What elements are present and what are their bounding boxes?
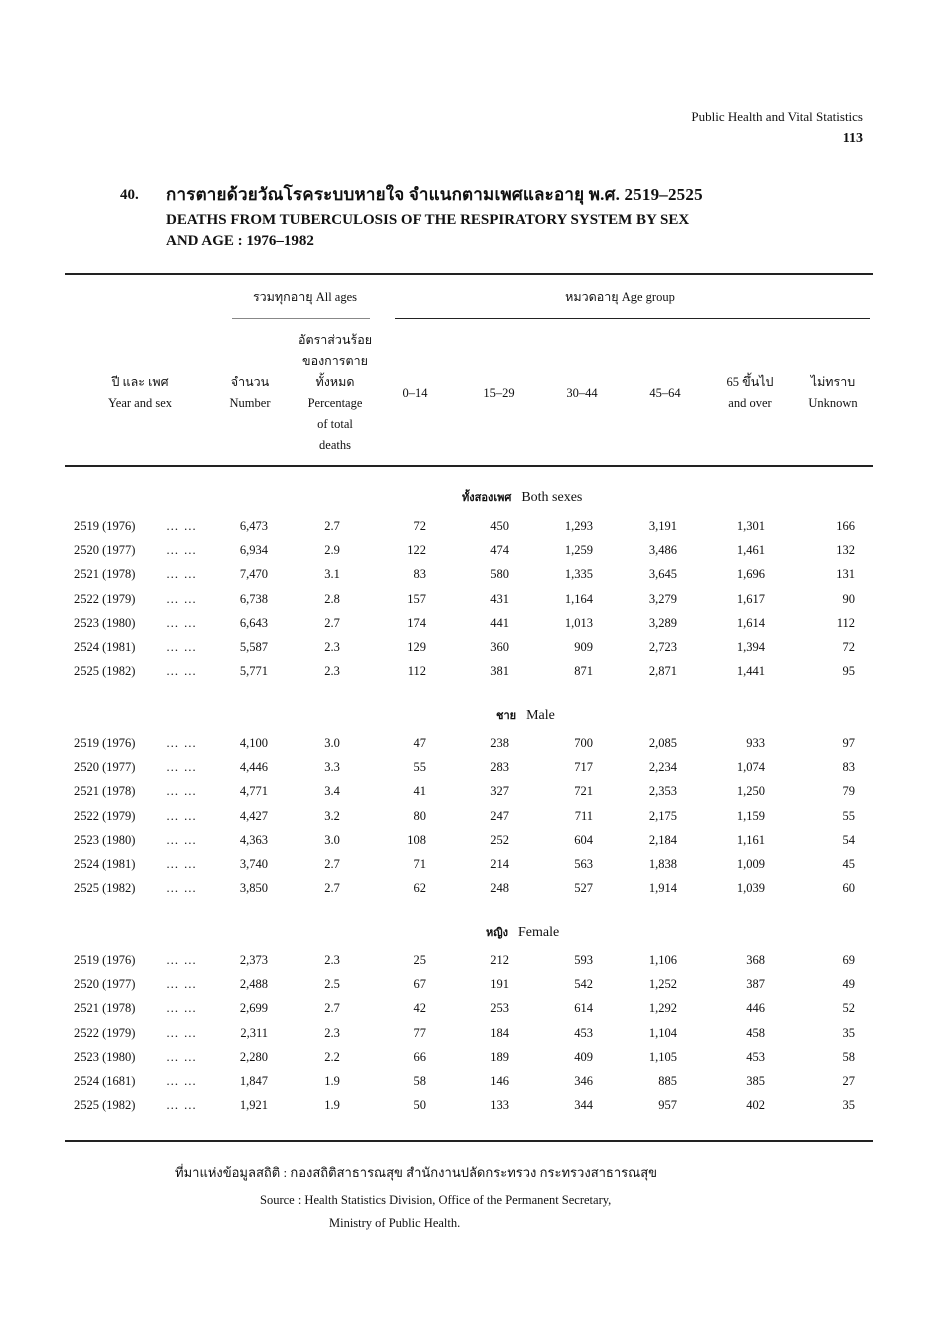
number-cell: 4,446: [239, 760, 268, 775]
leader-dots: … …: [166, 832, 198, 847]
age-65-over-cell: 368: [746, 953, 765, 967]
age-30-44-cell: 711: [574, 808, 593, 823]
age-45-64-cell: 3,191: [648, 519, 677, 533]
col-header-percentage-line1: อัตราส่วนร้อย: [297, 333, 373, 347]
age-45-64-cell: 1,292: [648, 1001, 677, 1016]
unknown-cell: 58: [842, 1049, 855, 1064]
year-cell: 2524 (1981): [74, 640, 136, 654]
age-0-14-cell: 112: [407, 664, 426, 679]
age-30-44-cell: 346: [574, 1074, 593, 1088]
table-row: [0, 833, 941, 853]
group-underline-age-group: [395, 318, 870, 319]
age-65-over-cell: 1,614: [736, 615, 765, 630]
number-cell: 4,100: [239, 736, 268, 750]
title-english-line1: DEATHS FROM TUBERCULOSIS OF THE RESPIRATORY SYSTEM BY SEX: [166, 212, 690, 228]
age-15-29-cell: 450: [490, 519, 509, 533]
unknown-cell: 35: [842, 1098, 855, 1113]
age-30-44-cell: 1,013: [564, 615, 593, 630]
number-cell: 2,699: [239, 1001, 268, 1016]
age-0-14-cell: 157: [407, 591, 426, 606]
section-title-english: Both sexes: [521, 490, 583, 505]
number-cell: 6,473: [239, 519, 268, 533]
section-title-female: [486, 923, 559, 941]
unknown-cell: 49: [842, 977, 855, 992]
table-row: [0, 1050, 941, 1070]
number-cell: 4,427: [239, 808, 268, 823]
age-65-over-cell: 1,074: [736, 760, 765, 775]
number-cell: 1,921: [239, 1098, 268, 1113]
leader-dots: … …: [166, 591, 198, 606]
title-english-line2: AND AGE : 1976–1982: [166, 233, 314, 249]
age-45-64-cell: 2,723: [648, 640, 677, 654]
age-0-14-cell: 80: [413, 808, 426, 823]
unknown-cell: 112: [836, 615, 855, 630]
year-cell: 2519 (1976): [74, 519, 136, 533]
age-30-44-cell: 721: [574, 784, 593, 799]
col-header-percentage-line3: ทั้งหมด: [315, 375, 355, 389]
unknown-cell: 35: [842, 1025, 855, 1040]
age-30-44-cell: 1,293: [564, 519, 593, 533]
leader-dots: … …: [166, 615, 198, 630]
table-row: [0, 784, 941, 804]
age-15-29-cell: 360: [490, 640, 509, 654]
leader-dots: … …: [166, 1074, 198, 1088]
age-65-over-cell: 385: [746, 1074, 765, 1088]
col-header-percentage: [285, 330, 385, 456]
year-cell: 2522 (1979): [74, 591, 136, 606]
age-45-64-cell: 1,105: [648, 1049, 677, 1064]
col-header-unknown-en: Unknown: [808, 396, 858, 410]
age-45-64-cell: 2,184: [648, 832, 677, 847]
table-row: [0, 592, 941, 612]
table-row: [0, 519, 941, 539]
age-65-over-cell: 1,617: [736, 591, 765, 606]
age-65-over-cell: 453: [746, 1049, 765, 1064]
percentage-cell: 2.7: [324, 519, 340, 533]
age-65-over-cell: 1,441: [736, 664, 765, 679]
table-row: [0, 1074, 941, 1094]
col-header-percentage-line4: Percentage: [307, 396, 363, 410]
age-15-29-cell: 191: [490, 977, 509, 992]
col-header-age-45-64: 45–64: [649, 386, 681, 400]
age-45-64-cell: 2,353: [648, 784, 677, 799]
percentage-cell: 1.9: [324, 1074, 340, 1088]
age-30-44-cell: 1,164: [564, 591, 593, 606]
percentage-cell: 2.7: [324, 615, 340, 630]
percentage-cell: 2.7: [324, 857, 340, 871]
year-cell: 2522 (1979): [74, 1025, 136, 1040]
section-title-thai: ทั้งสองเพศ: [462, 492, 512, 504]
percentage-cell: 3.1: [324, 567, 340, 582]
year-cell: 2519 (1976): [74, 953, 136, 967]
leader-dots: … …: [166, 881, 198, 896]
percentage-cell: 1.9: [324, 1098, 340, 1113]
age-65-over-cell: 446: [746, 1001, 765, 1016]
col-header-number: [212, 372, 288, 414]
leader-dots: … …: [166, 1025, 198, 1040]
age-0-14-cell: 72: [413, 519, 426, 533]
col-header-percentage-line6: deaths: [319, 438, 351, 452]
unknown-cell: 27: [842, 1074, 855, 1088]
leader-dots: … …: [166, 1098, 198, 1113]
age-15-29-cell: 214: [490, 857, 509, 871]
age-15-29-cell: 474: [490, 543, 509, 558]
table-row: [0, 760, 941, 780]
col-header-percentage-line2: ของการตาย: [302, 354, 368, 368]
age-15-29-cell: 381: [490, 664, 509, 679]
table-row: [0, 953, 941, 973]
age-45-64-cell: 1,914: [648, 881, 677, 896]
unknown-cell: 83: [842, 760, 855, 775]
title-thai: การตายด้วยวัณโรคระบบหายใจ จำแนกตามเพศและอายุ พ.ศ. 2519–2525: [166, 185, 703, 204]
age-45-64-cell: 1,252: [648, 977, 677, 992]
unknown-cell: 79: [842, 784, 855, 799]
age-45-64-cell: 2,871: [648, 664, 677, 679]
age-65-over-cell: 1,039: [736, 881, 765, 896]
year-cell: 2520 (1977): [74, 543, 136, 558]
age-30-44-cell: 453: [574, 1025, 593, 1040]
table-row: [0, 664, 941, 684]
age-65-over-cell: 1,159: [736, 808, 765, 823]
percentage-cell: 2.9: [324, 543, 340, 558]
source-thai: ที่มาแห่งข้อมูลสถิติ : กองสถิติสาธารณสุข สำนักงานปลัดกระทรวง กระทรวงสาธารณสุข: [175, 1165, 658, 1180]
age-0-14-cell: 83: [413, 567, 426, 582]
table-top-rule: [65, 273, 873, 275]
age-30-44-cell: 1,335: [564, 567, 593, 582]
number-cell: 3,740: [239, 857, 268, 871]
year-cell: 2521 (1978): [74, 784, 136, 799]
col-header-year-sex: [70, 372, 210, 414]
age-30-44-cell: 563: [574, 857, 593, 871]
percentage-cell: 2.3: [324, 664, 340, 679]
age-15-29-cell: 441: [490, 615, 509, 630]
col-header-year-sex-en: Year and sex: [108, 396, 172, 410]
age-0-14-cell: 25: [413, 953, 426, 967]
year-cell: 2523 (1980): [74, 615, 136, 630]
age-65-over-cell: 1,250: [736, 784, 765, 799]
year-cell: 2520 (1977): [74, 760, 136, 775]
age-30-44-cell: 604: [574, 832, 593, 847]
year-cell: 2524 (1681): [74, 1074, 136, 1088]
age-65-over-cell: 1,009: [736, 857, 765, 871]
age-45-64-cell: 3,289: [648, 615, 677, 630]
age-65-over-cell: 933: [746, 736, 765, 750]
table-row: [0, 736, 941, 756]
age-15-29-cell: 238: [490, 736, 509, 750]
number-cell: 6,934: [239, 543, 268, 558]
table-row: [0, 1026, 941, 1046]
age-15-29-cell: 253: [490, 1001, 509, 1016]
age-15-29-cell: 212: [490, 953, 509, 967]
age-30-44-cell: 871: [574, 664, 593, 679]
section-title-thai: หญิง: [486, 927, 508, 939]
unknown-cell: 69: [842, 953, 855, 967]
leader-dots: … …: [166, 640, 198, 654]
number-cell: 6,643: [239, 615, 268, 630]
percentage-cell: 2.5: [324, 977, 340, 992]
age-30-44-cell: 409: [574, 1049, 593, 1064]
age-65-over-cell: 1,696: [736, 567, 765, 582]
running-header: Public Health and Vital Statistics: [691, 109, 863, 124]
unknown-cell: 54: [842, 832, 855, 847]
year-cell: 2523 (1980): [74, 1049, 136, 1064]
unknown-cell: 132: [836, 543, 855, 558]
number-cell: 2,488: [239, 977, 268, 992]
unknown-cell: 97: [842, 736, 855, 750]
age-15-29-cell: 146: [490, 1074, 509, 1088]
unknown-cell: 72: [842, 640, 855, 654]
age-15-29-cell: 133: [490, 1098, 509, 1113]
age-15-29-cell: 283: [490, 760, 509, 775]
age-15-29-cell: 431: [490, 591, 509, 606]
col-header-unknown: [795, 372, 871, 414]
percentage-cell: 2.7: [324, 1001, 340, 1016]
leader-dots: … …: [166, 808, 198, 823]
page-number: 113: [842, 131, 863, 146]
col-header-unknown-thai: ไม่ทราบ: [810, 375, 856, 389]
table-row: [0, 1098, 941, 1118]
table-row: [0, 857, 941, 877]
table-row: [0, 567, 941, 587]
year-cell: 2523 (1980): [74, 832, 136, 847]
age-0-14-cell: 129: [407, 640, 426, 654]
table-row: [0, 977, 941, 997]
percentage-cell: 3.0: [324, 832, 340, 847]
number-cell: 4,771: [239, 784, 268, 799]
age-15-29-cell: 327: [490, 784, 509, 799]
unknown-cell: 60: [842, 881, 855, 896]
percentage-cell: 3.2: [324, 808, 340, 823]
year-cell: 2521 (1978): [74, 567, 136, 582]
year-cell: 2520 (1977): [74, 977, 136, 992]
table-row: [0, 640, 941, 660]
number-cell: 4,363: [239, 832, 268, 847]
age-45-64-cell: 885: [658, 1074, 677, 1088]
age-65-over-cell: 1,394: [736, 640, 765, 654]
year-cell: 2525 (1982): [74, 664, 136, 679]
source-english-line2: Ministry of Public Health.: [329, 1216, 461, 1230]
percentage-cell: 2.3: [324, 640, 340, 654]
age-0-14-cell: 47: [413, 736, 426, 750]
age-15-29-cell: 184: [490, 1025, 509, 1040]
age-30-44-cell: 909: [574, 640, 593, 654]
age-30-44-cell: 1,259: [564, 543, 593, 558]
unknown-cell: 131: [836, 567, 855, 582]
leader-dots: … …: [166, 519, 198, 533]
group-header-all-ages: รวมทุกอายุ All ages: [252, 290, 358, 304]
age-0-14-cell: 108: [407, 832, 426, 847]
age-65-over-cell: 1,461: [736, 543, 765, 558]
col-header-age-0-14: 0–14: [402, 386, 428, 400]
number-cell: 1,847: [239, 1074, 268, 1088]
percentage-cell: 2.8: [324, 591, 340, 606]
year-cell: 2522 (1979): [74, 808, 136, 823]
leader-dots: … …: [166, 1001, 198, 1016]
col-header-age-30-44: 30–44: [566, 386, 598, 400]
number-cell: 7,470: [239, 567, 268, 582]
age-65-over-cell: 387: [746, 977, 765, 992]
age-65-over-cell: 458: [746, 1025, 765, 1040]
age-30-44-cell: 344: [574, 1098, 593, 1113]
age-0-14-cell: 42: [413, 1001, 426, 1016]
age-30-44-cell: 614: [574, 1001, 593, 1016]
header-bottom-rule: [65, 465, 873, 467]
unknown-cell: 166: [836, 519, 855, 533]
leader-dots: … …: [166, 760, 198, 775]
age-0-14-cell: 55: [413, 760, 426, 775]
age-30-44-cell: 700: [574, 736, 593, 750]
table-row: [0, 1001, 941, 1021]
age-45-64-cell: 1,838: [648, 857, 677, 871]
age-0-14-cell: 58: [413, 1074, 426, 1088]
age-15-29-cell: 252: [490, 832, 509, 847]
age-30-44-cell: 593: [574, 953, 593, 967]
number-cell: 5,771: [239, 664, 268, 679]
age-45-64-cell: 1,106: [648, 953, 677, 967]
leader-dots: … …: [166, 736, 198, 750]
age-45-64-cell: 3,279: [648, 591, 677, 606]
year-cell: 2519 (1976): [74, 736, 136, 750]
unknown-cell: 90: [842, 591, 855, 606]
leader-dots: … …: [166, 1049, 198, 1064]
age-45-64-cell: 957: [658, 1098, 677, 1113]
unknown-cell: 52: [842, 1001, 855, 1016]
section-title-thai: ชาย: [496, 710, 517, 722]
source-english-line1: Source : Health Statistics Division, Office of the Permanent Secretary,: [260, 1193, 612, 1207]
table-bottom-rule: [65, 1140, 873, 1142]
year-cell: 2524 (1981): [74, 857, 136, 871]
section-title-english: Female: [518, 925, 560, 940]
leader-dots: … …: [166, 664, 198, 679]
age-30-44-cell: 717: [574, 760, 593, 775]
age-0-14-cell: 62: [413, 881, 426, 896]
section-title-both-sexes: [462, 488, 582, 506]
year-cell: 2525 (1982): [74, 881, 136, 896]
age-15-29-cell: 248: [490, 881, 509, 896]
age-15-29-cell: 189: [490, 1049, 509, 1064]
leader-dots: … …: [166, 953, 198, 967]
age-0-14-cell: 174: [407, 615, 426, 630]
year-cell: 2521 (1978): [74, 1001, 136, 1016]
percentage-cell: 3.4: [324, 784, 340, 799]
col-header-age-65-en: and over: [728, 396, 772, 410]
leader-dots: … …: [166, 567, 198, 582]
age-65-over-cell: 402: [746, 1098, 765, 1113]
leader-dots: … …: [166, 977, 198, 992]
col-header-age-65-thai: 65 ขึ้นไป: [726, 375, 774, 389]
age-0-14-cell: 77: [413, 1025, 426, 1040]
age-45-64-cell: 2,175: [648, 808, 677, 823]
age-65-over-cell: 1,161: [736, 832, 765, 847]
age-0-14-cell: 67: [413, 977, 426, 992]
col-header-percentage-line5: of total: [317, 417, 353, 431]
table-row: [0, 543, 941, 563]
group-header-age-group: หมวดอายุ Age group: [565, 290, 675, 304]
number-cell: 2,311: [240, 1025, 268, 1040]
age-45-64-cell: 2,085: [648, 736, 677, 750]
unknown-cell: 55: [842, 808, 855, 823]
age-45-64-cell: 3,486: [648, 543, 677, 558]
percentage-cell: 3.0: [324, 736, 340, 750]
percentage-cell: 2.2: [324, 1049, 340, 1064]
number-cell: 2,373: [239, 953, 268, 967]
year-cell: 2525 (1982): [74, 1098, 136, 1113]
age-45-64-cell: 3,645: [648, 567, 677, 582]
percentage-cell: 2.3: [324, 953, 340, 967]
leader-dots: … …: [166, 857, 198, 871]
number-cell: 2,280: [239, 1049, 268, 1064]
percentage-cell: 2.7: [324, 881, 340, 896]
col-header-number-en: Number: [229, 396, 271, 410]
age-15-29-cell: 247: [490, 808, 509, 823]
age-0-14-cell: 41: [413, 784, 426, 799]
age-30-44-cell: 527: [574, 881, 593, 896]
unknown-cell: 45: [842, 857, 855, 871]
age-45-64-cell: 2,234: [648, 760, 677, 775]
number-cell: 3,850: [239, 881, 268, 896]
age-0-14-cell: 50: [413, 1098, 426, 1113]
leader-dots: … …: [166, 784, 198, 799]
percentage-cell: 3.3: [324, 760, 340, 775]
age-0-14-cell: 122: [407, 543, 426, 558]
age-0-14-cell: 71: [413, 857, 426, 871]
age-65-over-cell: 1,301: [736, 519, 765, 533]
col-header-year-sex-thai: ปี และ เพศ: [111, 375, 169, 389]
group-underline-all-ages: [232, 318, 370, 319]
leader-dots: … …: [166, 543, 198, 558]
table-row: [0, 881, 941, 901]
col-header-age-65-over: [710, 372, 790, 414]
number-cell: 6,738: [239, 591, 268, 606]
age-0-14-cell: 66: [413, 1049, 426, 1064]
section-title-english: Male: [526, 708, 555, 723]
number-cell: 5,587: [239, 640, 268, 654]
age-45-64-cell: 1,104: [648, 1025, 677, 1040]
section-title-male: [496, 706, 555, 724]
percentage-cell: 2.3: [324, 1025, 340, 1040]
col-header-number-thai: จำนวน: [230, 375, 270, 389]
table-number: 40.: [120, 187, 139, 203]
unknown-cell: 95: [842, 664, 855, 679]
table-row: [0, 616, 941, 636]
age-30-44-cell: 542: [574, 977, 593, 992]
age-15-29-cell: 580: [490, 567, 509, 582]
col-header-age-15-29: 15–29: [483, 386, 515, 400]
table-row: [0, 809, 941, 829]
